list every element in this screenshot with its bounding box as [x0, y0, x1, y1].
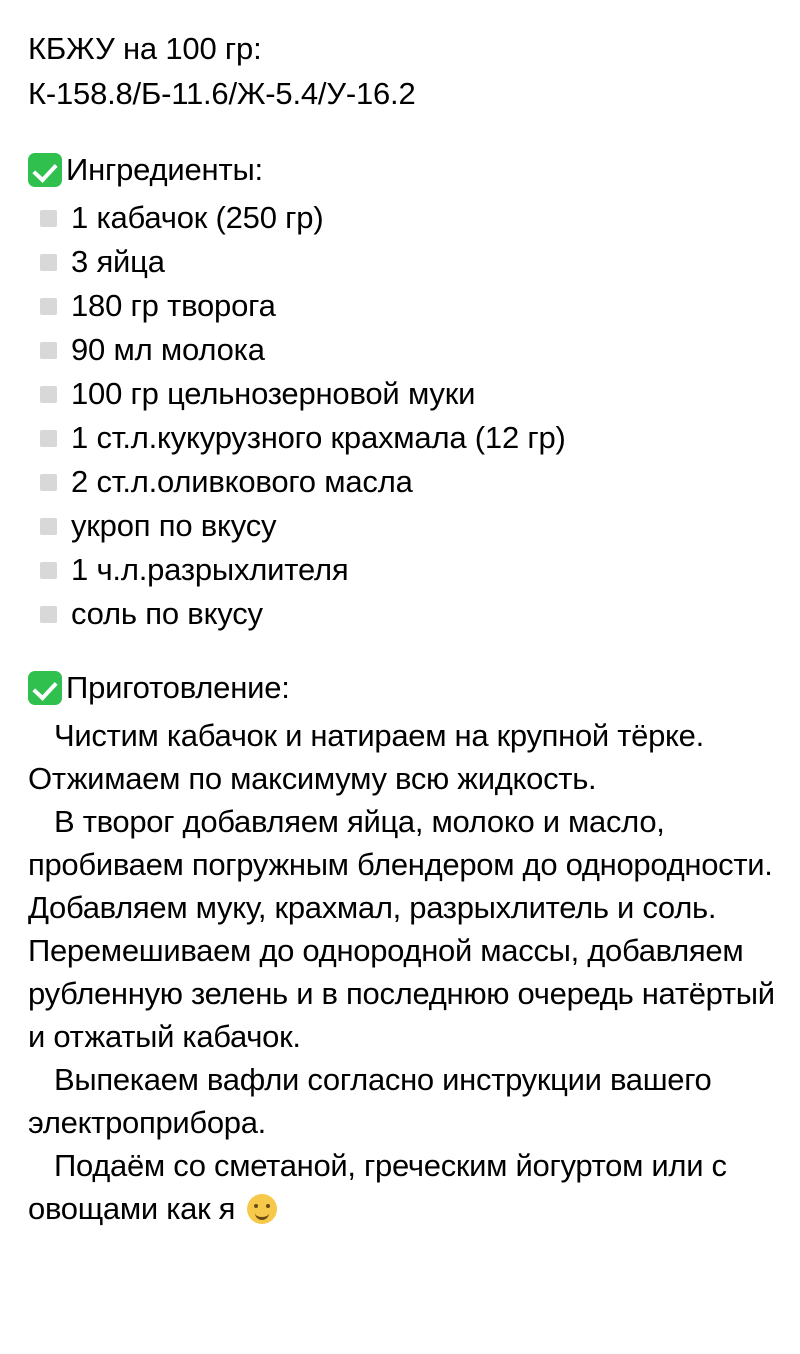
spacer: [28, 636, 776, 664]
preparation-step: В творог добавляем яйца, молоко и масло, пробиваем погружным блендером до однородности. Добавляем муку, крахмал, разрыхлитель и соль. Перемешиваем до однородной массы, добавляем рубленную зелень и в последнюю очередь натёртый и отжатый кабачок.: [28, 804, 775, 1054]
list-item: [28, 592, 776, 636]
list-item-label: 1 кабачок (250 гр): [71, 200, 324, 235]
list-item-label: 90 мл молока: [71, 332, 265, 367]
list-item-label: 180 гр творога: [71, 288, 276, 323]
bullet-icon: [40, 474, 57, 491]
nutrition-heading: КБЖУ на 100 гр:: [28, 31, 262, 66]
preparation-steps: [28, 714, 776, 1230]
ingredients-list: [28, 196, 776, 636]
preparation-heading: [28, 664, 776, 712]
list-item: [28, 284, 776, 328]
nutrition-values: К-158.8/Б-11.6/Ж-5.4/У-16.2: [28, 76, 416, 111]
list-item: [28, 504, 776, 548]
preparation-title: Приготовление:: [66, 670, 290, 705]
bullet-icon: [40, 254, 57, 271]
spacer: [28, 116, 776, 146]
list-item-label: укроп по вкусу: [71, 508, 277, 543]
bullet-icon: [40, 342, 57, 359]
list-item: [28, 372, 776, 416]
white-check-mark-icon: [28, 671, 62, 705]
bullet-icon: [40, 562, 57, 579]
bullet-icon: [40, 518, 57, 535]
bullet-icon: [40, 606, 57, 623]
list-item: [28, 460, 776, 504]
list-item-label: соль по вкусу: [71, 596, 263, 631]
list-item: [28, 196, 776, 240]
preparation-step-text: Подаём со сметаной, греческим йогуртом или с овощами как я: [28, 1148, 727, 1226]
bullet-icon: [40, 210, 57, 227]
preparation-step-final: [28, 1144, 776, 1230]
bullet-icon: [40, 430, 57, 447]
preparation-step: Выпекаем вафли согласно инструкции вашего электроприбора.: [28, 1062, 712, 1140]
preparation-step: Чистим кабачок и натираем на крупной тёрке. Отжимаем по максимуму всю жидкость.: [28, 718, 704, 796]
list-item-label: 3 яйца: [71, 244, 165, 279]
list-item-label: 100 гр цельнозерновой муки: [71, 376, 476, 411]
list-item: [28, 416, 776, 460]
list-item-label: 2 ст.л.оливкового масла: [71, 464, 413, 499]
bullet-icon: [40, 298, 57, 315]
smiling-face-icon: [247, 1194, 277, 1224]
list-item: [28, 548, 776, 592]
list-item-label: 1 ч.л.разрыхлителя: [71, 552, 349, 587]
list-item: [28, 328, 776, 372]
nutrition-block: [28, 26, 776, 116]
list-item: [28, 240, 776, 284]
ingredients-heading: [28, 146, 776, 194]
ingredients-title: Ингредиенты:: [66, 152, 263, 187]
list-item-label: 1 ст.л.кукурузного крахмала (12 гр): [71, 420, 566, 455]
bullet-icon: [40, 386, 57, 403]
white-check-mark-icon: [28, 153, 62, 187]
